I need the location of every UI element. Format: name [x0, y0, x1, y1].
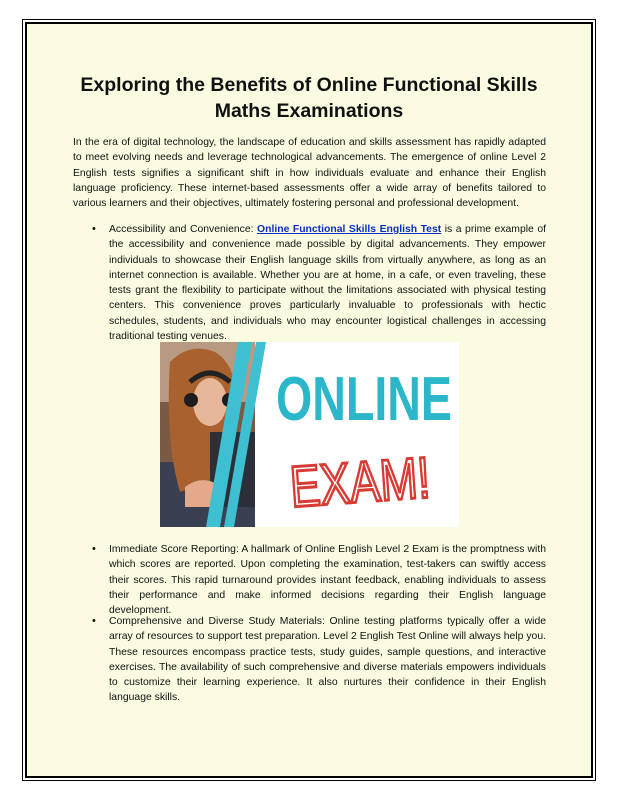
online-exam-image [160, 342, 473, 527]
bullet-study-materials [92, 614, 546, 706]
bullet-text: Comprehensive and Diverse Study Materials: Online testing platforms typically offer a wide array of resources to support test preparation. Level 2 English Test Online will always help you. These resources encompass practice tests, study guides, sample questions, and interactive exercises. The availability of such comprehensive and diverse materials empowers individuals to customize their learning experience. It also nurtures their confidence in their English language skills. [109, 616, 546, 704]
bullet-dot: • [92, 615, 96, 627]
online-exam-illustration [160, 342, 473, 527]
intro-paragraph: In the era of digital technology, the landscape of education and skills assessment has rapidly adapted to meet evolving needs and leverage technological advancements. The emergence of online Level 2 English tests signifies a significant shift in how individuals evaluate and enhance their English language proficiency. These internet-based assessments offer a wide array of benefits tailored to various learners and their objectives, ultimately fostering personal and professional development. [73, 137, 546, 210]
exam-word: EXAM! [287, 442, 473, 520]
bullet-text: Immediate Score Reporting: A hallmark of Online English Level 2 Exam is the promptness with which scores are reported. Upon completing the examination, test-takers can swiftly access their scores. This rapid turnaround provides instant feedback, enabling individuals to assess their performance and make informed decisions regarding their English language development. [109, 544, 546, 617]
bullet-body: is a prime example of the accessibility and convenience made possible by digital advancements. They empower individuals to showcase their English language skills from virtually anywhere, as long as an internet connection is available. Whether you are at home, in a cafe, or even traveling, these tests grant the flexibility to participate without the limitations associated with physical testing centers. This convenience proves particularly invaluable to professionals with hectic schedules, students, and individuals who may encounter logistical challenges in accessing traditional testing venues. [109, 224, 547, 343]
bullet-score-reporting [92, 542, 546, 618]
bullet-dot: • [92, 543, 96, 555]
bullet-dot: • [92, 223, 96, 235]
bullet-accessibility [92, 222, 547, 344]
english-test-link[interactable]: Online Functional Skills English Test [257, 224, 442, 235]
bullet-lead: Accessibility and Convenience: [109, 224, 258, 235]
document-title: Exploring the Benefits of Online Functional Skills Maths Examinations [80, 74, 538, 122]
online-word: ONLINE [276, 365, 452, 434]
